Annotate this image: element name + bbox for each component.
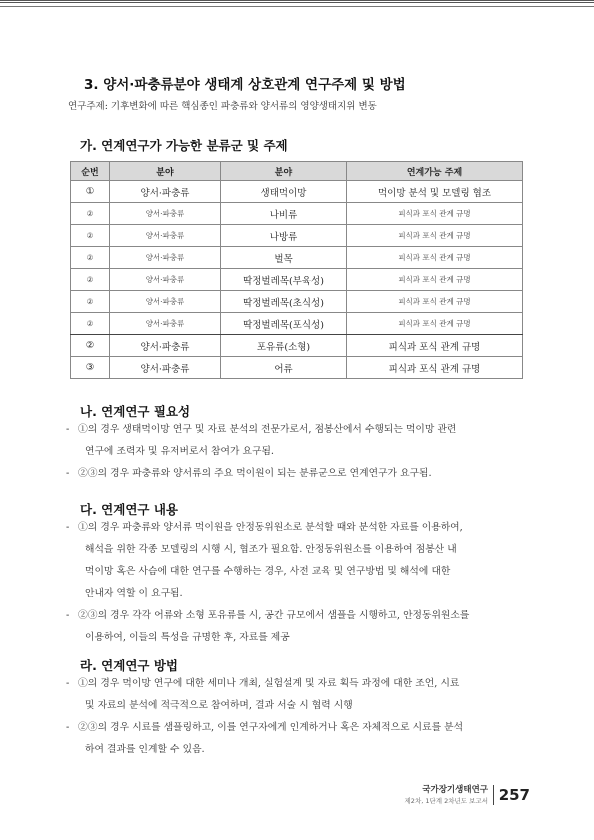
- bullet-dash: -: [66, 424, 70, 435]
- list-item: [66, 605, 536, 627]
- bullet-dash: -: [66, 610, 70, 621]
- da-b1-l3: 먹이망 혹은 사슴에 대한 연구를 수행하는 경우, 사전 교육 및 연구방법 및 해석에 대한: [85, 566, 451, 577]
- research-subject: 연구주제: 기후변화에 따른 핵심종인 파충류와 양서류의 영양생태지위 변동: [68, 101, 377, 112]
- page-number: 257: [498, 786, 530, 804]
- cell-topic: 피식과 포식 관계 규명: [347, 357, 523, 379]
- top-border: [0, 0, 594, 3]
- heading-ra: 라. 연계연구 방법: [80, 658, 178, 673]
- ra-b2-l1: ②③의 경우 시료를 샘플링하고, 이를 연구자에게 인계하거나 혹은 자체적으로 시료를 분석: [78, 722, 464, 733]
- cell-no: ②: [71, 225, 110, 247]
- cell-no: ②: [71, 203, 110, 225]
- cell-field1: 양서·파충류: [110, 357, 221, 379]
- cell-field1: 양서·파충류: [110, 225, 221, 247]
- linked-research-table: [70, 161, 523, 379]
- da-b2-l2: 이용하여, 이들의 특성을 규명한 후, 자료를 제공: [85, 632, 290, 643]
- list-item: [66, 517, 536, 539]
- ra-bullets: [66, 673, 536, 761]
- cell-field2: 딱정벌레목(초식성): [221, 291, 347, 313]
- cell-topic: 피식과 포식 관계 규명: [347, 247, 523, 269]
- da-b1-l1: ①의 경우 파충류와 양서류 먹이원을 안정동위원소로 분석할 때와 분석한 자료를 이용하여,: [78, 522, 463, 533]
- table-row: [71, 335, 523, 357]
- list-item: [66, 717, 536, 739]
- footer-divider: [493, 785, 494, 805]
- na-b2-l1: ②③의 경우 파충류와 양서류의 주요 먹이원이 되는 분류군으로 연계연구가 요구됨.: [78, 468, 432, 479]
- list-item: [66, 673, 536, 695]
- top-border-inner: [0, 6, 594, 7]
- bullet-dash: -: [66, 522, 70, 533]
- table-row: [71, 181, 523, 203]
- cell-topic: 피식과 포식 관계 규명: [347, 203, 523, 225]
- ra-b1-l2: 및 자료의 분석에 적극적으로 참여하며, 결과 서술 시 협력 시행: [85, 700, 353, 711]
- bullet-dash: -: [66, 678, 70, 689]
- cell-topic: 피식과 포식 관계 규명: [347, 335, 523, 357]
- cell-topic: 피식과 포식 관계 규명: [347, 225, 523, 247]
- col-header-no: 순번: [71, 162, 110, 181]
- cell-field1: 양서·파충류: [110, 269, 221, 291]
- footer-subtitle: 제2차, 1단계 2차년도 보고서: [404, 797, 488, 805]
- heading-da: 다. 연계연구 내용: [80, 502, 178, 517]
- cell-field2: 포유류(소형): [221, 335, 347, 357]
- table-row: [71, 203, 523, 225]
- table-row: [71, 225, 523, 247]
- ra-b2-l2: 하여 결과를 인계할 수 있음.: [85, 744, 205, 755]
- cell-field2: 벌목: [221, 247, 347, 269]
- section-title: 3. 양서·파충류분야 생태계 상호관계 연구주제 및 방법: [84, 77, 406, 93]
- bullet-dash: -: [66, 468, 70, 479]
- cell-field1: 양서·파충류: [110, 247, 221, 269]
- da-b1-l4: 안내자 역할 이 요구됨.: [85, 588, 183, 599]
- table-row: [71, 291, 523, 313]
- cell-topic: 피식과 포식 관계 규명: [347, 291, 523, 313]
- col-header-topic: 연계가능 주제: [347, 162, 523, 181]
- cell-no: ②: [71, 269, 110, 291]
- table-row: [71, 247, 523, 269]
- cell-topic: 먹이망 분석 및 모델링 협조: [347, 181, 523, 203]
- na-bullets: [66, 419, 536, 485]
- list-item: [66, 463, 536, 485]
- cell-field1: 양서·파충류: [110, 313, 221, 335]
- heading-ga: 가. 연계연구가 가능한 분류군 및 주제: [80, 138, 288, 153]
- da-b1-l2: 해석을 위한 각종 모델링의 시행 시, 협조가 필요함. 안정동위원소를 이용하여 점봉산 내: [85, 544, 457, 555]
- da-b2-l1: ②③의 경우 각각 어류와 소형 포유류를 시, 공간 규모에서 샘플을 시행하고, 안정동위원소를: [78, 610, 470, 621]
- cell-no: ②: [71, 335, 110, 357]
- cell-field1: 양서·파충류: [110, 291, 221, 313]
- na-b1-l1: ①의 경우 생태먹이망 연구 및 자료 분석의 전문가로서, 점봉산에서 수행되는 먹이망 관련: [78, 424, 457, 435]
- cell-no: ②: [71, 313, 110, 335]
- col-header-field1: 분야: [110, 162, 221, 181]
- cell-no: ②: [71, 247, 110, 269]
- cell-field2: 어류: [221, 357, 347, 379]
- cell-field1: 양서·파충류: [110, 335, 221, 357]
- na-b1-l2: 연구에 조력자 및 유저버로서 참여가 요구됨.: [85, 446, 275, 457]
- cell-field2: 나비류: [221, 203, 347, 225]
- ra-b1-l1: ①의 경우 먹이망 연구에 대한 세미나 개최, 실험설계 및 자료 획득 과정에 대한 조언, 시료: [78, 678, 460, 689]
- cell-field2: 딱정벌레목(포식성): [221, 313, 347, 335]
- col-header-field2: 분야: [221, 162, 347, 181]
- cell-field1: 양서·파충류: [110, 203, 221, 225]
- list-item: [66, 419, 536, 441]
- table-row: [71, 357, 523, 379]
- cell-no: ③: [71, 357, 110, 379]
- bullet-dash: -: [66, 722, 70, 733]
- table-row: [71, 269, 523, 291]
- cell-field2: 생태먹이망: [221, 181, 347, 203]
- cell-topic: 피식과 포식 관계 규명: [347, 269, 523, 291]
- footer-title: 국가장기생태연구: [422, 785, 488, 795]
- cell-topic: 피식과 포식 관계 규명: [347, 313, 523, 335]
- heading-na: 나. 연계연구 필요성: [80, 404, 191, 419]
- table-header-row: [71, 162, 523, 181]
- cell-field1: 양서·파충류: [110, 181, 221, 203]
- cell-no: ②: [71, 291, 110, 313]
- cell-field2: 나방류: [221, 225, 347, 247]
- cell-field2: 딱정벌레목(부육성): [221, 269, 347, 291]
- table-row: [71, 313, 523, 335]
- da-bullets: [66, 517, 536, 649]
- cell-no: ①: [71, 181, 110, 203]
